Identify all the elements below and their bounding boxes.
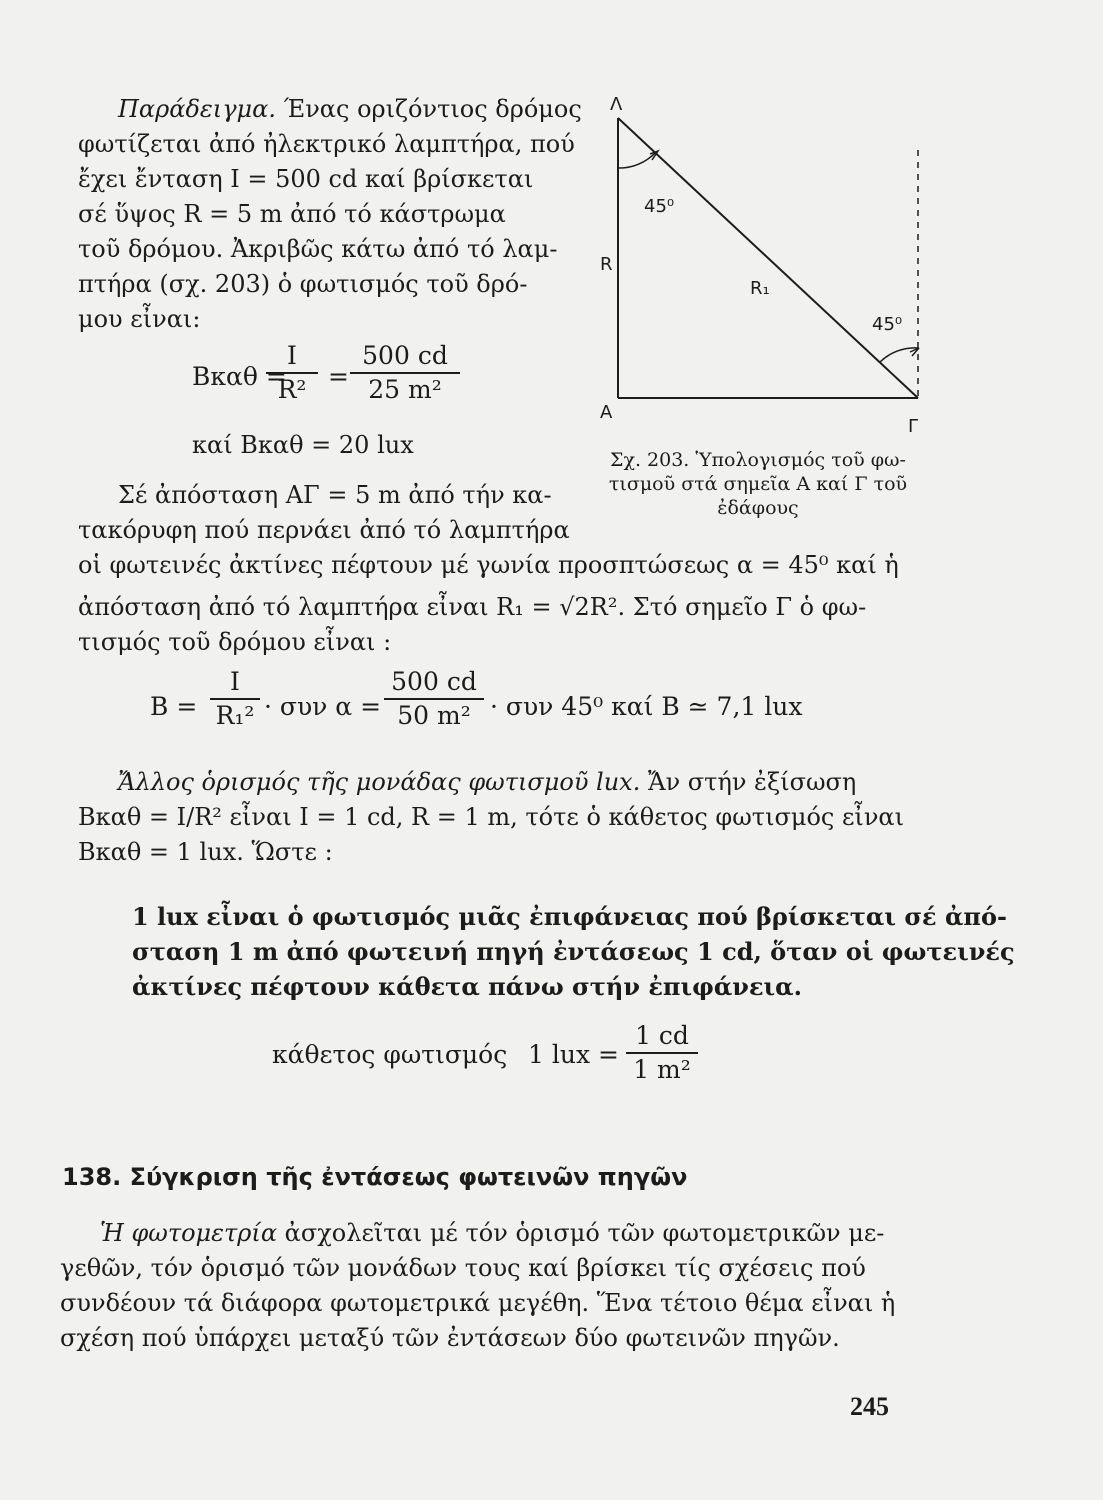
label-A: Α xyxy=(600,402,613,423)
section-line-4: σχέση πού ὑπάρχει μεταξύ τῶν ἐντάσεων δύο φωτεινῶν πηγῶν. xyxy=(60,1324,840,1352)
figure-203-diagram xyxy=(590,90,930,440)
section-heading: 138. Σύγκριση τῆς ἐντάσεως φωτεινῶν πηγῶν xyxy=(62,1163,688,1191)
eq2-lhs: B = xyxy=(150,692,198,721)
eq3-fraction xyxy=(626,1022,698,1084)
eq1-f1-numerator: I xyxy=(287,341,297,370)
label-G: Γ xyxy=(908,416,919,437)
eq1-f2-denominator: 25 m² xyxy=(368,375,442,404)
example-label: Παράδειγμα. xyxy=(118,95,276,123)
section-term: Ἡ φωτομετρία xyxy=(100,1219,278,1247)
definition-heading: Ἄλλος ὁρισμός τῆς μονάδας φωτισμοῦ lux. xyxy=(118,768,641,796)
example2-line-2: τακόρυφη πού περνάει ἀπό τό λαμπτήρα xyxy=(78,516,570,544)
section-line-1 xyxy=(100,1216,884,1250)
bold-definition-line-3: ἀκτίνες πέφτουν κάθετα πάνω στήν ἐπιφάνεια. xyxy=(132,972,802,1001)
example2-line-5: τισμός τοῦ δρόμου εἶναι : xyxy=(78,628,392,656)
eq2-tail: · συν 45⁰ καί B ≃ 7,1 lux xyxy=(490,692,803,721)
eq1-equals: = xyxy=(328,362,349,391)
fraction-bar xyxy=(384,698,484,700)
eq2-f1-numerator: I xyxy=(230,667,240,696)
caption-line-3: ἐδάφους xyxy=(717,497,799,519)
figure-caption xyxy=(598,448,918,520)
section-line-2: γεθῶν, τόν ὁρισμό τῶν μονάδων τους καί βρίσκει τίς σχέσεις πού xyxy=(60,1254,866,1282)
eq3-numerator: 1 cd xyxy=(635,1021,689,1050)
eq1-fraction-2 xyxy=(350,342,460,404)
eq2-mid: · συν α = xyxy=(264,692,382,721)
bold-definition-line-2: σταση 1 m ἀπό φωτεινή πηγή ἐντάσεως 1 cd, ὅταν οἱ φωτεινές xyxy=(132,937,1015,966)
fraction-bar xyxy=(626,1052,698,1054)
eq1-result: καί Bκαθ = 20 lux xyxy=(192,431,414,459)
example-line-4: σέ ὕψος R = 5 m ἀπό τό κάστρωμα xyxy=(78,200,506,228)
example2-line-1: Σέ ἀπόσταση ΑΓ = 5 m ἀπό τήν κα- xyxy=(118,481,552,509)
definition-rest: Ἄν στήν ἐξίσωση xyxy=(647,768,857,796)
example2-line-3: οἱ φωτεινές ἀκτίνες πέφτουν μέ γωνία προσπτώσεως α = 45⁰ καί ἡ xyxy=(78,551,899,579)
example-line-3: ἔχει ἔνταση I = 500 cd καί βρίσκεται xyxy=(78,165,534,193)
example-line-1 xyxy=(118,92,582,126)
section-line-1-rest: ἀσχολεῖται μέ τόν ὁρισμό τῶν φωτομετρικῶν με- xyxy=(284,1219,885,1247)
eq3-label: κάθετος φωτισμός xyxy=(272,1040,508,1069)
eq2-fraction-1 xyxy=(210,668,260,730)
definition-line-2: Bκαθ = I/R² εἶναι I = 1 cd, R = 1 m, τότε ὁ κάθετος φωτισμός εἶναι xyxy=(78,803,905,831)
section-line-3: συνδέουν τά διάφορα φωτομετρικά μεγέθη. Ἕνα τέτοιο θέμα εἶναι ἡ xyxy=(60,1289,896,1317)
label-R: R xyxy=(600,254,613,275)
bold-definition-line-1: 1 lux εἶναι ὁ φωτισμός μιᾶς ἐπιφάνειας πού βρίσκεται σέ ἀπό- xyxy=(132,902,1007,931)
label-R1: R₁ xyxy=(750,278,770,299)
eq2-f1-denominator: R₁² xyxy=(215,701,255,730)
example-intro: Ένας οριζόντιος δρόμος xyxy=(283,95,582,123)
page-number: 245 xyxy=(850,1392,889,1421)
label-angle-top: 45⁰ xyxy=(644,196,675,217)
eq1-f1-denominator: R² xyxy=(277,375,307,404)
eq1-lhs: Bκαθ = xyxy=(192,362,287,391)
definition-line-3: Bκαθ = 1 lux. Ὥστε : xyxy=(78,838,333,866)
example-line-7: μου εἶναι: xyxy=(78,305,201,333)
fraction-bar xyxy=(266,372,318,374)
example-line-2: φωτίζεται ἀπό ἠλεκτρικό λαμπτήρα, πού xyxy=(78,130,575,158)
definition-line-1 xyxy=(118,765,856,799)
eq2-f2-numerator: 500 cd xyxy=(391,667,477,696)
eq3-lhs: 1 lux = xyxy=(528,1040,619,1069)
hypotenuse-R1 xyxy=(618,118,918,398)
fraction-bar xyxy=(210,698,260,700)
eq2-f2-denominator: 50 m² xyxy=(397,701,471,730)
example2-line-4: ἀπόσταση ἀπό τό λαμπτήρα εἶναι R₁ = √2R². Στό σημεῖο Γ ὁ φω- xyxy=(78,593,867,621)
eq1-fraction-1 xyxy=(266,342,318,404)
fraction-bar xyxy=(350,372,460,374)
label-lamp: Λ xyxy=(610,94,623,115)
example-line-6: πτήρα (σχ. 203) ὁ φωτισμός τοῦ δρό- xyxy=(78,270,528,298)
label-angle-bottom: 45⁰ xyxy=(872,314,903,335)
caption-line-1: Σχ. 203. Ὑπολογισμός τοῦ φω- xyxy=(610,449,906,471)
eq3-denominator: 1 m² xyxy=(633,1055,691,1084)
eq2-fraction-2 xyxy=(384,668,484,730)
eq1-f2-numerator: 500 cd xyxy=(362,341,448,370)
caption-line-2: τισμοῦ στά σημεῖα Α καί Γ τοῦ xyxy=(608,473,908,495)
example-line-5: τοῦ δρόμου. Ἀκριβῶς κάτω ἀπό τό λαμ- xyxy=(78,235,558,263)
